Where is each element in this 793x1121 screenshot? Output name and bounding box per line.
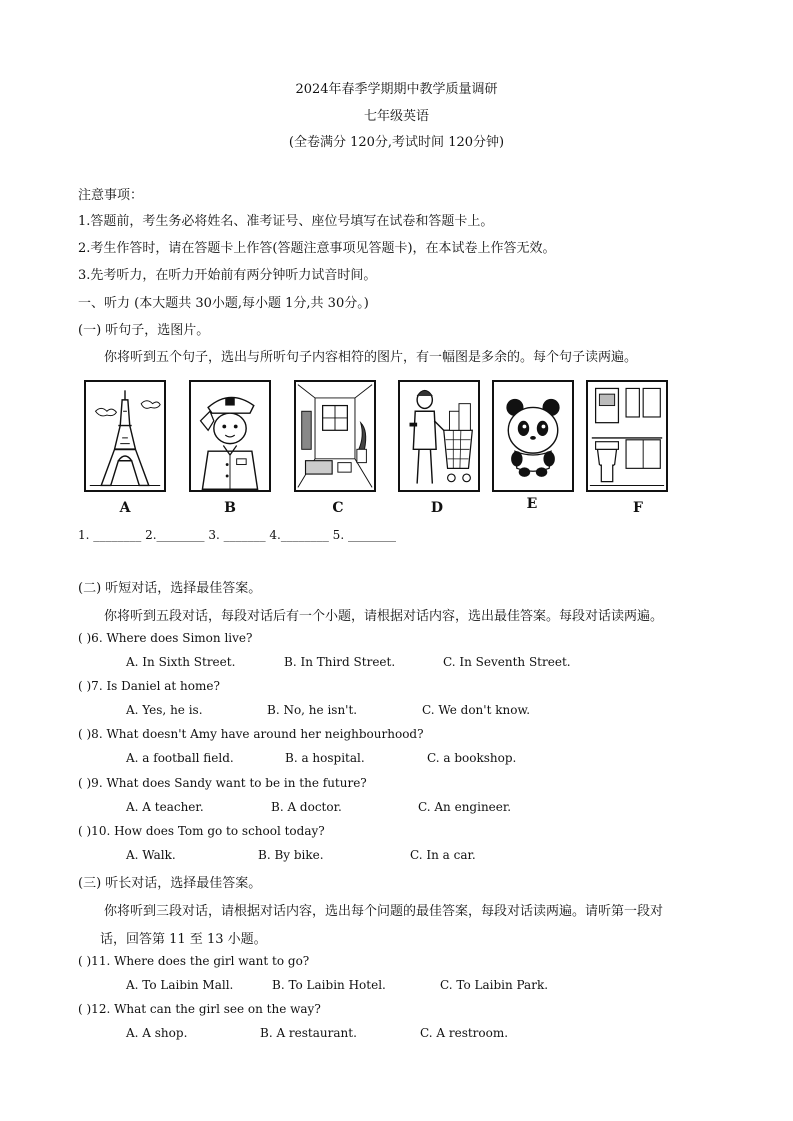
question-7: ( )7. Is Daniel at home?: [78, 679, 220, 693]
question-9: ( )9. What does Sandy want to be in the future?: [78, 776, 367, 790]
picture-d: [398, 380, 480, 492]
section-listening-title: 一、听力 (本大题共 30小题,每小题 1分,共 30分。): [78, 296, 369, 311]
option-b: B. A restaurant.: [260, 1026, 357, 1040]
option-c: C. To Laibin Park.: [440, 978, 549, 992]
picture-label: F: [633, 500, 643, 516]
option-a: A. A teacher.: [126, 800, 204, 814]
option-a: A. Walk.: [126, 848, 176, 862]
option-b: B. a hospital.: [285, 751, 365, 765]
part3-title: (三) 听长对话，选择最佳答案。: [78, 876, 262, 891]
option-b: B. A doctor.: [271, 800, 342, 814]
part1-instruction: 你将听到五个句子，选出与所听句子内容相符的图片，有一幅图是多余的。每个句子读两遍。: [104, 350, 638, 365]
question-11: ( )11. Where does the girl want to go?: [78, 954, 310, 968]
option-b: B. To Laibin Hotel.: [272, 978, 386, 992]
exam-subject: 七年级英语: [363, 109, 429, 124]
option-b: B. No, he isn't.: [267, 703, 358, 717]
question-6: ( )6. Where does Simon live?: [78, 631, 253, 645]
notes-heading: 注意事项：: [78, 188, 144, 203]
note-item: 2.考生作答时，请在答题卡上作答(答题注意事项见答题卡)，在本试卷上作答无效。: [78, 241, 556, 256]
shopping-woman-icon: [400, 382, 478, 490]
picture-b: [189, 380, 271, 492]
exam-title: 2024年春季学期期中教学质量调研: [295, 82, 498, 97]
police-officer-icon: [191, 382, 269, 490]
option-c: C. a bookshop.: [427, 751, 517, 765]
living-room-icon: [296, 382, 374, 490]
option-b: B. By bike.: [258, 848, 324, 862]
picture-label: B: [224, 500, 236, 516]
picture-a: [84, 380, 166, 492]
part3-instruction-line2: 话，回答第 11 至 13 小题。: [100, 932, 267, 947]
picture-label: A: [119, 500, 131, 516]
option-a: A. Yes, he is.: [126, 703, 203, 717]
part2-title: (二) 听短对话，选择最佳答案。: [78, 581, 262, 596]
picture-c: [294, 380, 376, 492]
picture-f: [586, 380, 668, 492]
part2-instruction: 你将听到五段对话，每段对话后有一个小题，请根据对话内容，选出最佳答案。每段对话读两遍。: [104, 609, 664, 624]
note-item: 1.答题前，考生务必将姓名、准考证号、座位号填写在试卷和答题卡上。: [78, 214, 494, 229]
option-c: C. A restroom.: [420, 1026, 509, 1040]
question-8: ( )8. What doesn't Amy have around her neighbourhood?: [78, 727, 424, 741]
option-c: C. We don't know.: [422, 703, 531, 717]
picture-label: E: [526, 496, 538, 512]
option-a: A. A shop.: [126, 1026, 188, 1040]
note-item: 3.先考听力，在听力开始前有两分钟听力试音时间。: [78, 268, 377, 283]
picture-label: D: [430, 500, 444, 516]
question-12: ( )12. What can the girl see on the way?: [78, 1002, 321, 1016]
option-c: C. In Seventh Street.: [443, 655, 571, 669]
picture-e: [492, 380, 574, 492]
option-a: A. To Laibin Mall.: [126, 978, 234, 992]
question-10: ( )10. How does Tom go to school today?: [78, 824, 325, 838]
option-c: C. An engineer.: [418, 800, 512, 814]
eiffel-tower-icon: [86, 382, 164, 490]
panda-icon: [494, 382, 572, 490]
part3-instruction-line1: 你将听到三段对话，请根据对话内容，选出每个问题的最佳答案，每段对话读两遍。请听第一段对: [104, 904, 664, 919]
option-b: B. In Third Street.: [284, 655, 396, 669]
exam-info: (全卷满分 120分,考试时间 120分钟): [288, 135, 505, 150]
option-a: A. a football field.: [126, 751, 234, 765]
kitchen-icon: [588, 382, 666, 490]
part1-answer-blanks: 1. ________ 2.________ 3. _______ 4.________ 5. ________: [78, 528, 396, 542]
picture-label: C: [332, 500, 344, 516]
part1-title: (一) 听句子，选图片。: [78, 323, 210, 338]
option-a: A. In Sixth Street.: [126, 655, 236, 669]
option-c: C. In a car.: [410, 848, 476, 862]
